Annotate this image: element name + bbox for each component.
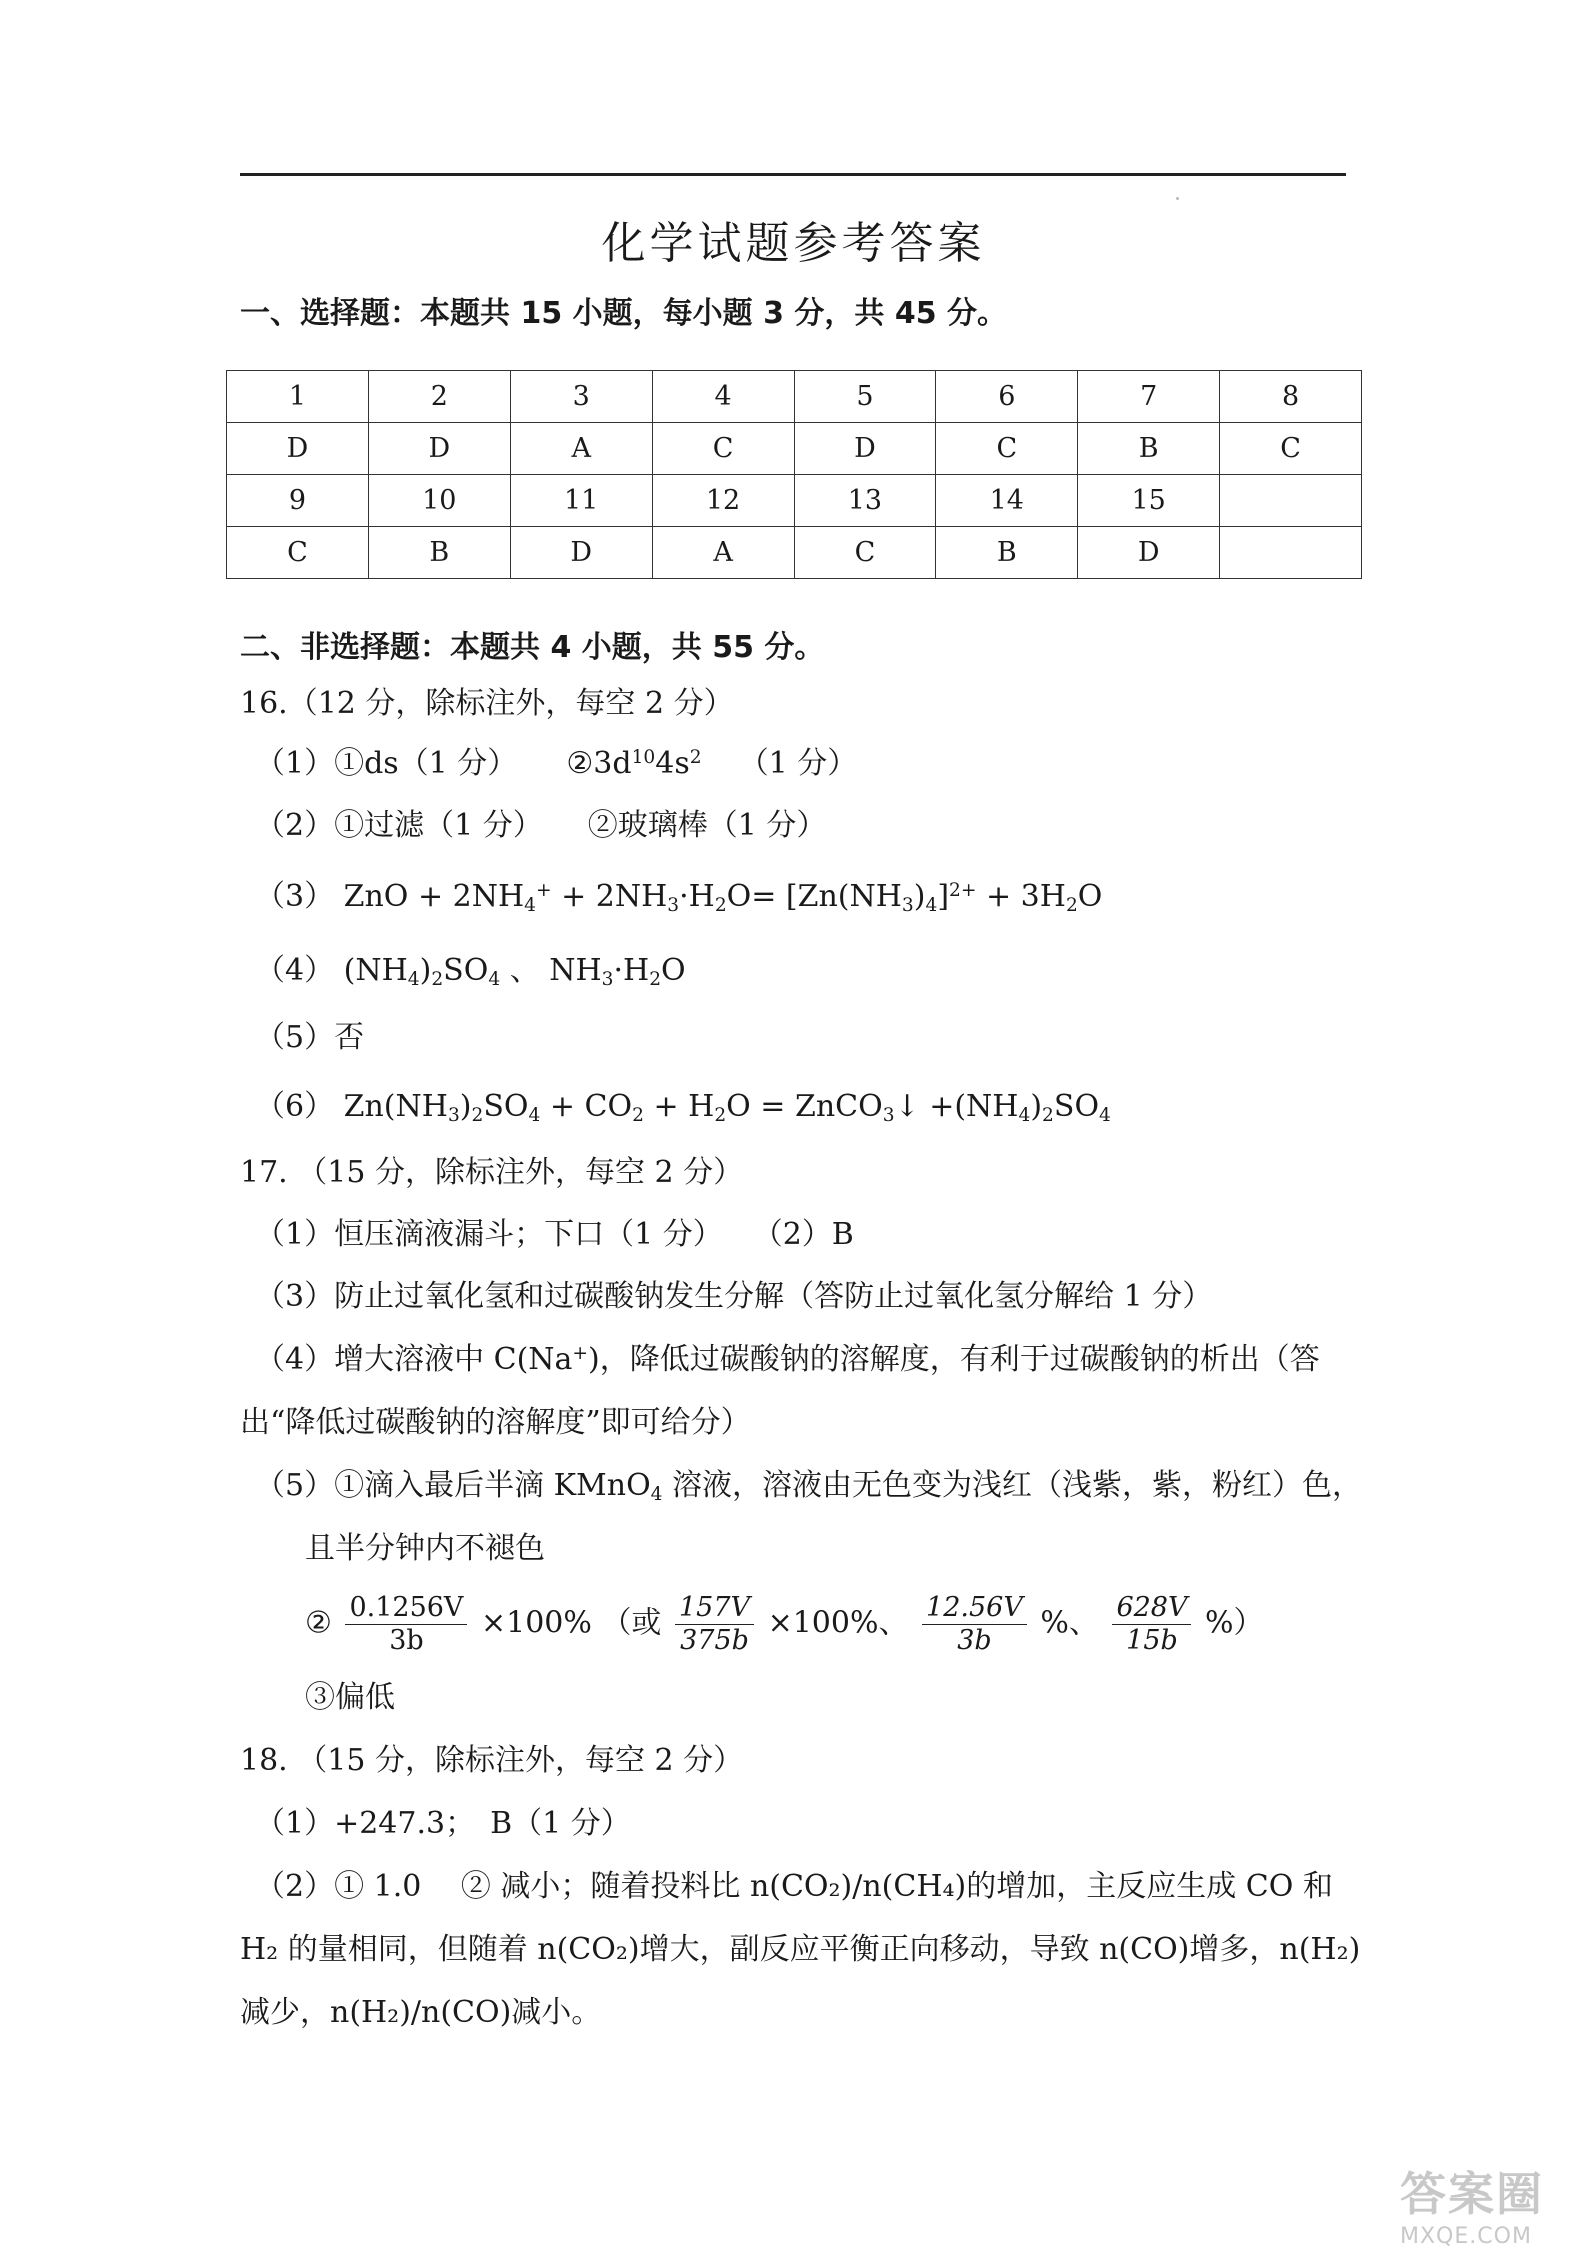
q17-p4-a: （4）增大溶液中 C(Na — [255, 1342, 573, 1377]
section-2-heading: 二、非选择题：本题共 4 小题，共 55 分。 — [240, 630, 825, 665]
table-cell: A — [652, 527, 794, 579]
q17-part-4-line2: 出“降低过碳酸钠的溶解度”即可给分） — [240, 1405, 751, 1440]
table-cell: 7 — [1078, 371, 1220, 423]
table-cell — [1220, 527, 1362, 579]
q17-part-3: （3）防止过氧化氢和过碳酸钠发生分解（答防止过氧化氢分解给 1 分） — [255, 1279, 1213, 1314]
table-cell: 5 — [794, 371, 936, 423]
q17-p5-2-label: ② — [305, 1605, 332, 1641]
table-cell: D — [1078, 527, 1220, 579]
table-cell: 13 — [794, 475, 936, 527]
section-1-heading: 一、选择题：本题共 15 小题，每小题 3 分，共 45 分。 — [240, 296, 1008, 331]
q17-p4-b: )，降低过碳酸钠的溶解度，有利于过碳酸钠的析出（答 — [588, 1342, 1320, 1377]
page-title: 化学试题参考答案 — [601, 218, 986, 269]
q17-p5-2-pct3: %、 — [1040, 1605, 1099, 1641]
top-rule — [240, 173, 1346, 176]
q16-p1-config-sup2: 2 — [689, 746, 702, 768]
q16-p4-label: （4） — [255, 953, 335, 988]
q18-part-1: （1）+247.3； B（1 分） — [255, 1806, 631, 1841]
table-row — [227, 371, 1362, 423]
q16-p1-config-sup1: 10 — [631, 746, 656, 768]
table-cell: C — [652, 423, 794, 475]
table-cell: 9 — [227, 475, 369, 527]
table-cell: D — [227, 423, 369, 475]
q16-p6-label: （6） — [255, 1089, 335, 1124]
watermark — [1400, 2158, 1544, 2249]
table-cell: 2 — [368, 371, 510, 423]
q17-p5-2-pct4: %） — [1205, 1605, 1264, 1641]
q16-part-4 — [255, 951, 686, 991]
table-cell: 3 — [510, 371, 652, 423]
q16-part-6 — [255, 1087, 1111, 1127]
q16-p1-prefix: （1）①ds（1 分） — [255, 746, 518, 781]
table-cell: 14 — [936, 475, 1078, 527]
answer-table — [226, 370, 1362, 579]
watermark-url: MXQE.COM — [1400, 2224, 1532, 2249]
table-cell: 12 — [652, 475, 794, 527]
q17-p5-2-mult: ×100% — [480, 1605, 592, 1641]
fraction: $\frac{628V}{15b}$ — [1112, 1592, 1191, 1657]
table-cell: 1 — [227, 371, 369, 423]
q16-part-2: （2）①过滤（1 分） ②玻璃棒（1 分） — [255, 808, 827, 843]
table-cell: B — [936, 527, 1078, 579]
q16-header: 16.（12 分，除标注外，每空 2 分） — [240, 686, 734, 721]
q16-p1-suffix: （1 分） — [738, 746, 858, 781]
table-cell: B — [1078, 423, 1220, 475]
q16-p3-equation: ZnO + $2NH_4^+ + 2NH_3\cdot H_2O= [Zn(NH_3)_4]^{2+} + 3H_2O$ — [343, 879, 1103, 917]
q16-part-5: （5）否 — [255, 1020, 365, 1055]
q17-p5-2-or: （或 — [601, 1605, 662, 1641]
table-cell: C — [1220, 423, 1362, 475]
q16-part-3 — [255, 877, 1102, 917]
table-cell: D — [510, 527, 652, 579]
table-cell: C — [227, 527, 369, 579]
table-row — [227, 475, 1362, 527]
q17-part-5 — [255, 1466, 1362, 1506]
q16-p1-config-b: 4s — [655, 746, 690, 781]
table-cell: 11 — [510, 475, 652, 527]
q17-part-1: （1）恒压滴液漏斗；下口（1 分） （2）B — [255, 1217, 854, 1252]
table-cell: A — [510, 423, 652, 475]
q16-p3-label: （3） — [255, 879, 335, 914]
fraction: $\frac{12.56V}{3b}$ — [922, 1592, 1027, 1657]
q17-p4-sup: + — [572, 1342, 589, 1364]
q16-part-1 — [255, 744, 857, 784]
table-cell: C — [936, 423, 1078, 475]
q17-p5-b: 溶液，溶液由无色变为浅红（浅紫，紫，粉红）色， — [662, 1468, 1363, 1503]
table-cell: 4 — [652, 371, 794, 423]
q18-header: 18. （15 分，除标注外，每空 2 分） — [240, 1743, 744, 1778]
table-cell — [1220, 475, 1362, 527]
fraction: $\frac{157V}{375b}$ — [675, 1592, 754, 1657]
table-row — [227, 527, 1362, 579]
table-cell: 15 — [1078, 475, 1220, 527]
table-cell: D — [794, 423, 936, 475]
q16-p4-formula: $(NH_4)_2SO_4$ 、 $NH_3\cdot H_2O$ — [343, 953, 686, 991]
q18-part-2-line3: 减少，n(H₂)/n(CO)减小。 — [240, 1995, 602, 2030]
table-row — [227, 423, 1362, 475]
fraction: $\frac{0.1256V}{3b}$ — [345, 1592, 467, 1657]
table-cell: 6 — [936, 371, 1078, 423]
q17-part-5-3: ③偏低 — [305, 1680, 395, 1715]
table-cell: 8 — [1220, 371, 1362, 423]
table-cell: B — [368, 527, 510, 579]
q16-p6-equation: $Zn(NH_3)_2SO_4 + CO_2 + H_2O$ = ZnCO$_3$↓ $+(NH_4)_2SO_4$ — [343, 1089, 1111, 1127]
table-cell: C — [794, 527, 936, 579]
q17-p5-sub: 4 — [650, 1484, 663, 1506]
q16-p1-config-a: ②3d — [566, 746, 632, 781]
table-cell: 10 — [368, 475, 510, 527]
q17-part-5-line2: 且半分钟内不褪色 — [305, 1531, 545, 1566]
watermark-logo: 答案圈 — [1400, 2167, 1544, 2221]
speck — [1176, 197, 1179, 200]
q17-p5-2-mult2: ×100%、 — [767, 1605, 909, 1641]
q18-part-2-line2: H₂ 的量相同，但随着 n(CO₂)增大，副反应平衡正向移动，导致 n(CO)增多，n(H₂) — [240, 1932, 1361, 1967]
table-cell: D — [368, 423, 510, 475]
q17-part-5-2 — [305, 1592, 1264, 1657]
q17-header: 17. （15 分，除标注外，每空 2 分） — [240, 1155, 744, 1190]
q17-part-4 — [255, 1340, 1320, 1380]
q18-part-2: （2）① 1.0 ② 减小；随着投料比 n(CO₂)/n(CH₄)的增加，主反应生成 CO 和 — [255, 1869, 1333, 1904]
q17-p5-a: （5）①滴入最后半滴 KMnO — [255, 1468, 651, 1503]
